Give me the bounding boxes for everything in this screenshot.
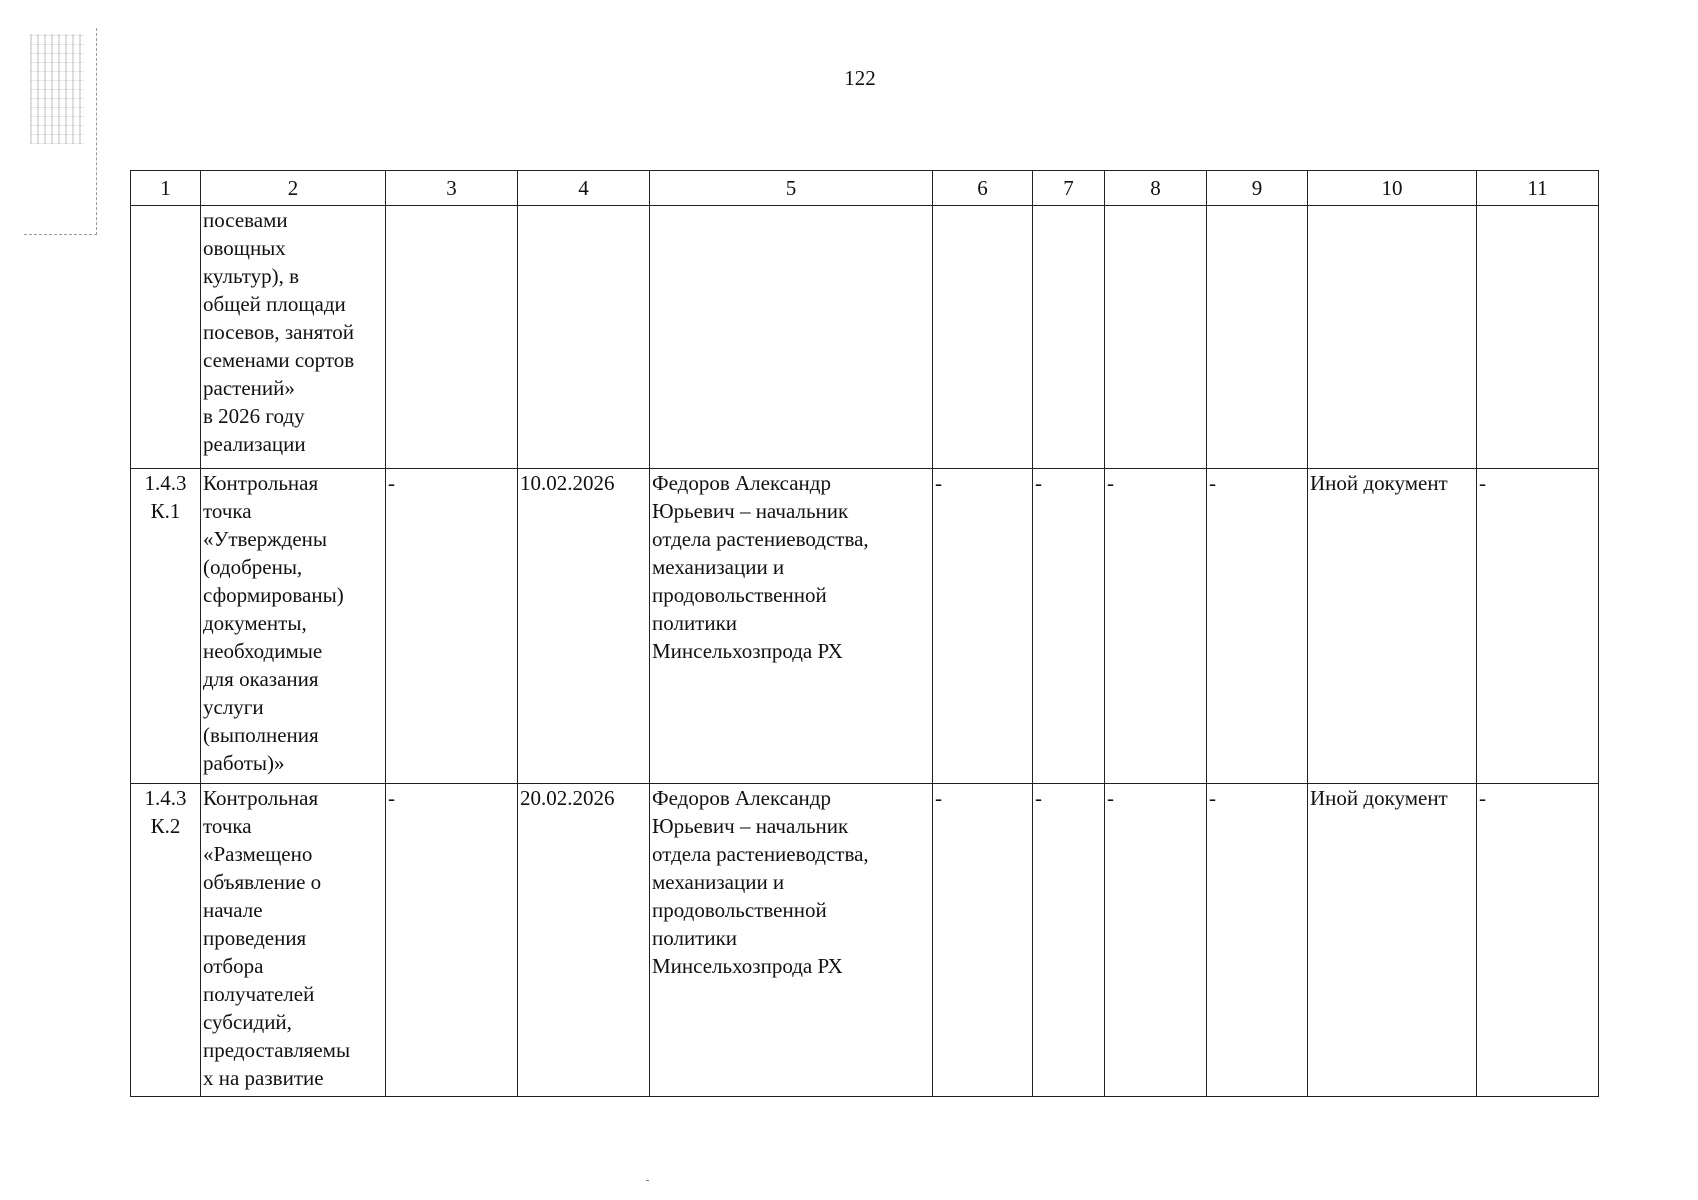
column-header: 5 (650, 171, 933, 206)
cell-col9: - (1207, 784, 1308, 1097)
cell-col8: - (1105, 784, 1207, 1097)
cell-col6: - (933, 784, 1033, 1097)
cell-col6: - (933, 469, 1033, 784)
cell-col7 (1033, 206, 1105, 469)
stamp-mark-image (30, 34, 84, 144)
cell-col9: - (1207, 469, 1308, 784)
cell-col11: - (1477, 469, 1599, 784)
cell-number (131, 206, 201, 469)
cell-col7: - (1033, 784, 1105, 1097)
column-header: 2 (201, 171, 386, 206)
column-header: 3 (386, 171, 518, 206)
cell-document-type (1308, 206, 1477, 469)
column-header: 7 (1033, 171, 1105, 206)
cell-name: Контрольная точка «Утверждены (одобрены, сформированы) документы, необходимые для оказания услуги (выполнения работы)» (201, 469, 386, 784)
column-header: 11 (1477, 171, 1599, 206)
column-header: 4 (518, 171, 650, 206)
cell-end-date: 20.02.2026 (518, 784, 650, 1097)
cell-end-date (518, 206, 650, 469)
table-row (131, 206, 1599, 469)
cell-responsible: Федоров Александр Юрьевич – начальник отдела растениеводства, механизации и продовольственной политики Минсельхозпрода РХ (650, 784, 933, 1097)
cell-col7: - (1033, 469, 1105, 784)
table-header-row (131, 171, 1599, 206)
table-row (131, 784, 1599, 1097)
page-number: 122 (844, 66, 876, 90)
cell-col8: - (1105, 469, 1207, 784)
column-header: 9 (1207, 171, 1308, 206)
cell-col6 (933, 206, 1033, 469)
cell-col11 (1477, 206, 1599, 469)
cell-number: 1.4.3 К.2 (131, 784, 201, 1097)
cell-end-date: 10.02.2026 (518, 469, 650, 784)
column-header: 10 (1308, 171, 1477, 206)
cell-name: посевами овощных культур), в общей площади посевов, занятой семенами сортов растений» в 2026 году реализации (201, 206, 386, 469)
cell-document-type: Иной документ (1308, 469, 1477, 784)
cell-name: Контрольная точка «Размещено объявление о начале проведения отбора получателей субсидий, предоставляемы х на развитие (201, 784, 386, 1097)
cell-responsible (650, 206, 933, 469)
cell-start-date: - (386, 469, 518, 784)
cell-col11: - (1477, 784, 1599, 1097)
cell-number: 1.4.3 К.1 (131, 469, 201, 784)
cell-start-date (386, 206, 518, 469)
cell-responsible: Федоров Александр Юрьевич – начальник отдела растениеводства, механизации и продовольственной политики Минсельхозпрода РХ (650, 469, 933, 784)
scan-speck (646, 1180, 649, 1181)
cell-col9 (1207, 206, 1308, 469)
cell-start-date: - (386, 784, 518, 1097)
column-header: 1 (131, 171, 201, 206)
column-header: 6 (933, 171, 1033, 206)
table-row (131, 469, 1599, 784)
data-table (130, 170, 1599, 1097)
column-header: 8 (1105, 171, 1207, 206)
cell-document-type: Иной документ (1308, 784, 1477, 1097)
cell-col8 (1105, 206, 1207, 469)
